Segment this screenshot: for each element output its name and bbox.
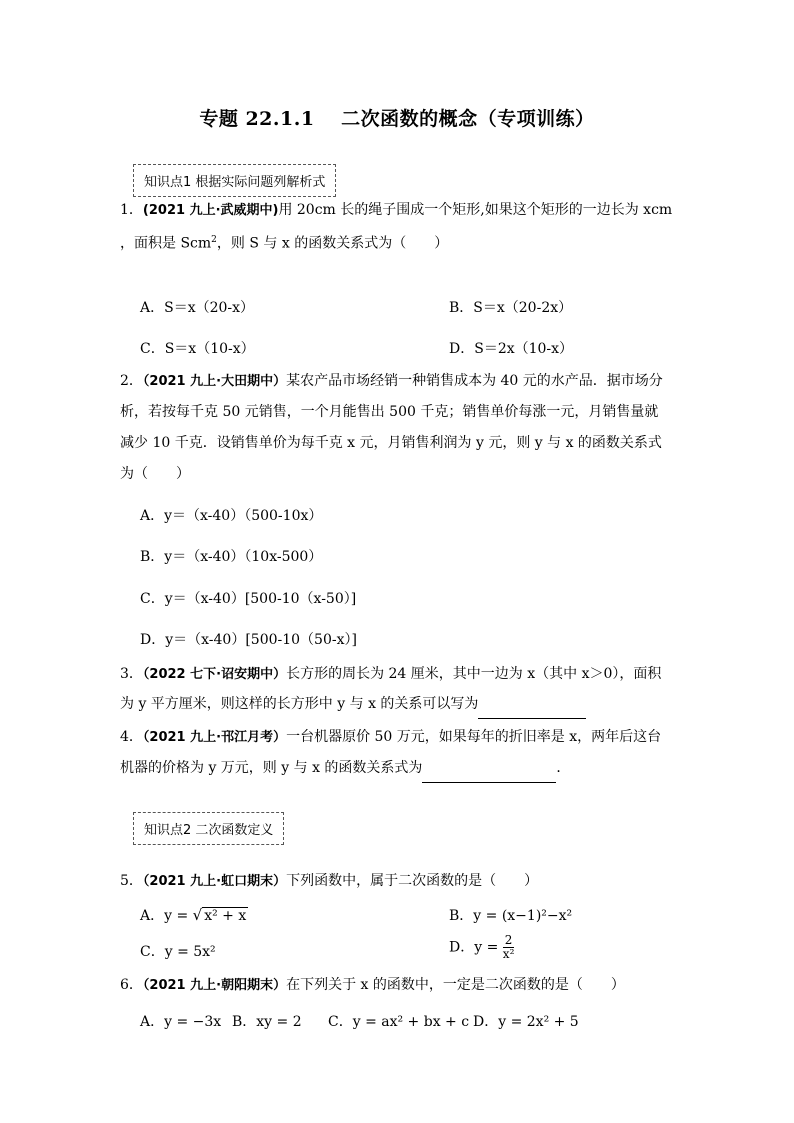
question-1-line-2 [120,225,448,259]
question-3-line-2 [120,689,586,719]
question-2-line-2: 析，若按每千克 50 元销售，一个月能售出 500 千克；销售单价每涨一元，月销售量就 [120,404,659,420]
q1-option-b: B．S＝x（20-2x） [449,300,573,316]
knowledge-point-1-box: 知识点1 根据实际问题列解析式 [133,164,336,197]
fraction [503,934,515,961]
question-source: （2021 九上·邗江月考） [142,730,287,745]
q6-option-a: A．y = −3x [140,1014,222,1030]
q2-option-d: D．y＝（x-40）[500-10（50-x）] [140,632,357,648]
page-title: 专题 22.1.1 二次函数的概念（专项训练） [199,108,595,130]
question-4-line-2 [120,753,570,783]
question-source: （2022 七下·诏安期中） [142,667,287,682]
question-2-line-1 [120,366,663,397]
q5-option-d [449,934,514,961]
numerator: 2 [504,933,513,947]
question-number: 1． [120,202,143,218]
answer-blank[interactable] [422,766,556,783]
question-text: 下列函数中，属于二次函数的是（ ） [286,873,539,889]
superscript: 2 [211,235,217,245]
question-text: 在下列关于 x 的函数中，一定是二次函数的是（ ） [286,977,625,993]
q6-option-b: B．xy = 2 [232,1014,302,1030]
option-label: A．y = [140,908,193,924]
q1-option-a: A．S＝x（20-x） [140,300,255,316]
question-text: 为 y 平方厘米，则这样的长方形中 y 与 x 的关系可以写为 [120,696,479,712]
question-source: （2021 九上·虹口期末） [142,874,287,889]
question-3-line-1 [120,659,661,690]
question-number: 2． [120,373,143,389]
radicand: x² + x [204,908,247,924]
denominator: x² [502,947,515,961]
question-text: ，则 S 与 x 的函数关系式为（ ） [216,235,449,252]
question-text: 一台机器原价 50 万元，如果每年的折旧率是 x，两年后这台 [286,729,662,745]
q6-option-c: C．y = ax² + bx + c [328,1014,470,1030]
question-5-line-1 [120,866,538,897]
question-1-line-1 [120,195,672,226]
option-label: D．y = [449,939,503,956]
q2-option-c: C．y＝（x-40）[500-10（x-50）] [140,591,357,607]
q6-option-d: D．y = 2x² + 5 [473,1014,579,1030]
question-number: 3． [120,666,143,682]
question-text: ． [556,760,571,776]
question-text: ，面积是 Scm [120,235,212,252]
question-source: （2021 九上·大田期中） [142,374,287,389]
knowledge-point-2-box: 知识点2 二次函数定义 [133,812,284,845]
question-4-line-1 [120,722,661,753]
question-number: 5． [120,873,143,889]
question-number: 4． [120,729,143,745]
q5-option-b: B．y = (x−1)²−x² [449,908,573,924]
q2-option-a: A．y＝（x-40）（500-10x） [140,508,323,524]
question-source: (2021 九上·武威期中) [142,203,279,218]
q2-option-b: B．y＝（x-40）（10x-500） [140,549,323,565]
q1-option-d: D．S＝2x（10-x） [449,341,574,357]
question-text: 长方形的周长为 24 厘米，其中一边为 x（其中 x＞0），面积 [286,666,662,682]
q1-option-c: C．S＝x（10-x） [140,341,255,357]
answer-blank[interactable] [478,702,586,719]
question-text: 某农产品市场经销一种销售成本为 40 元的水产品．据市场分 [286,373,663,389]
question-2-line-4: 为（ ） [120,466,190,482]
q5-option-c: C．y = 5x² [140,944,216,960]
question-text: 机器的价格为 y 万元，则 y 与 x 的函数关系式为 [120,760,423,776]
question-number: 6． [120,977,143,993]
question-text: 用 20cm 长的绳子围成一个矩形,如果这个矩形的一边长为 xcm [278,202,673,218]
question-6-line-1 [120,970,625,1001]
q5-option-a: A．y = √ x² + x [140,906,247,924]
question-source: （2021 九上·朝阳期末） [142,978,287,993]
question-2-line-3: 减少 10 千克．设销售单价为每千克 x 元，月销售利润为 y 元，则 y 与 x 的函数关系式 [120,435,662,451]
